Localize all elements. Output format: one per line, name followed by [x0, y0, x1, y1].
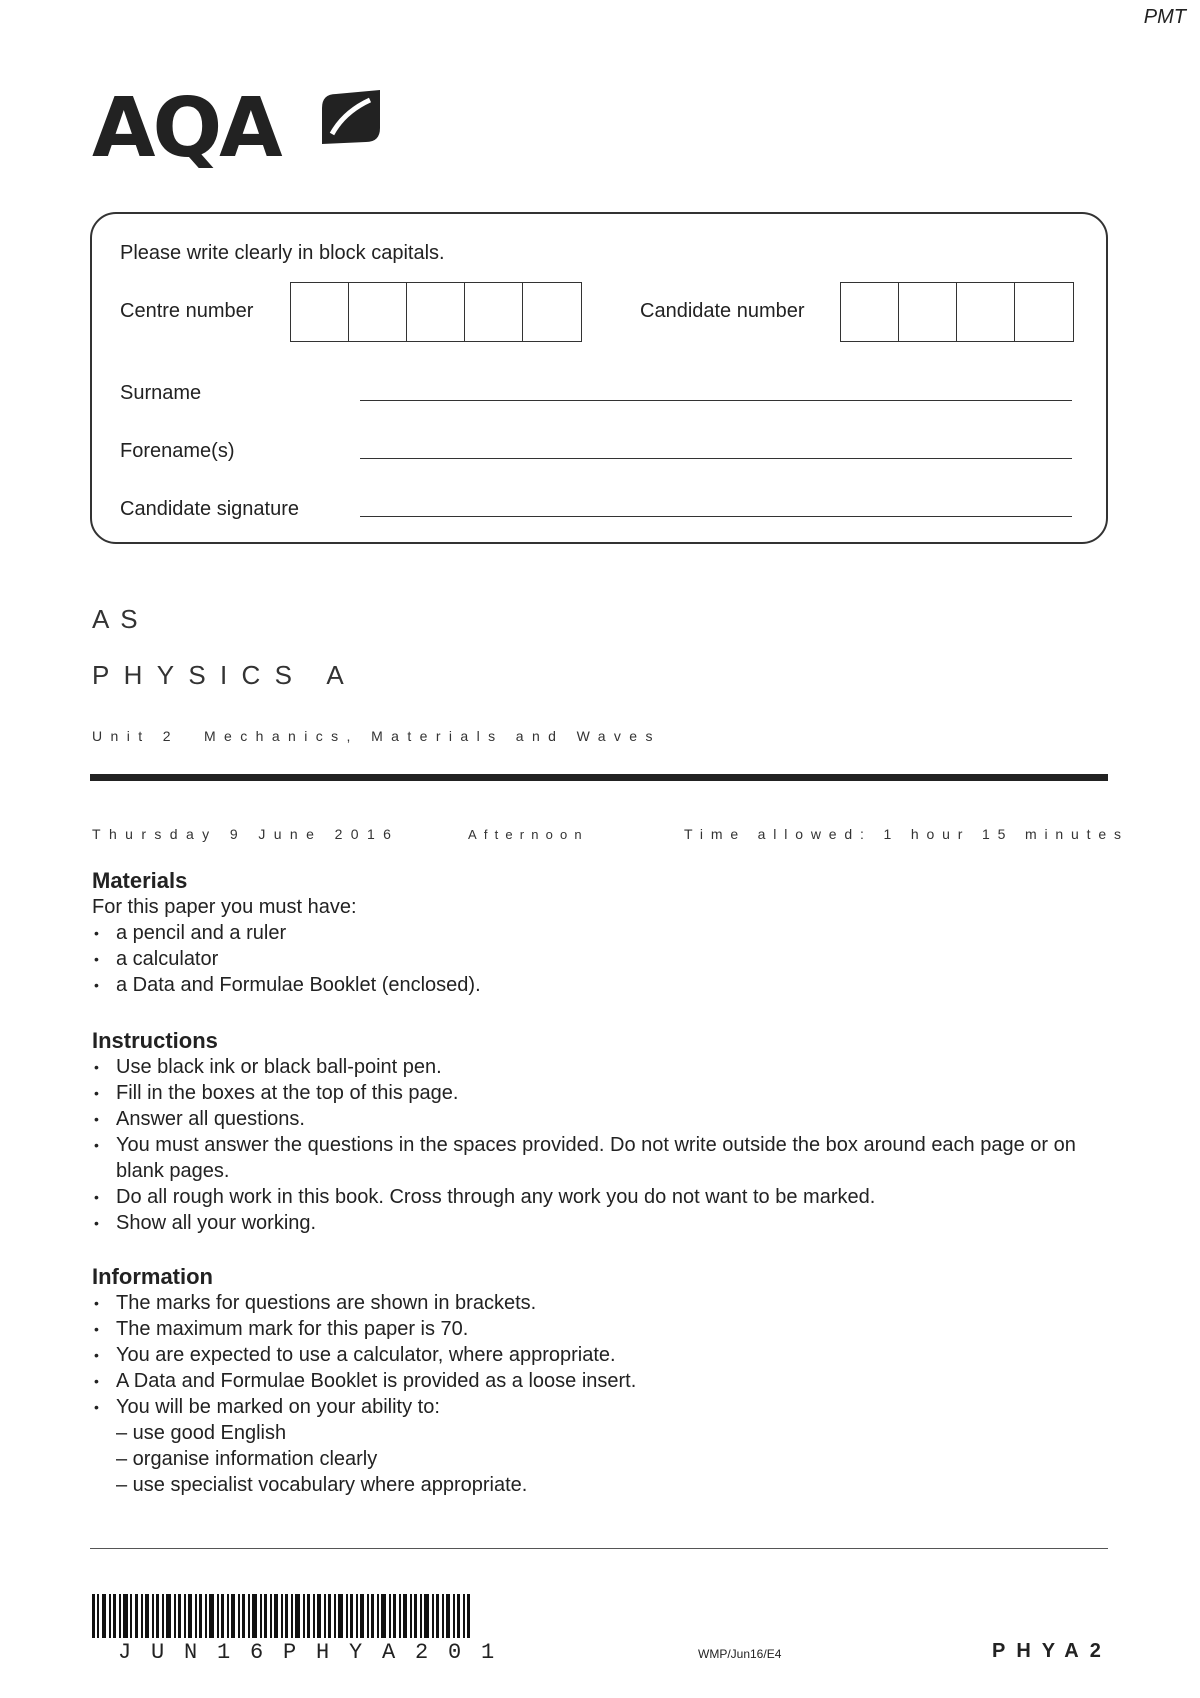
- instructions-section: [92, 1028, 1112, 1236]
- centre-number-cell[interactable]: [291, 283, 349, 341]
- aqa-logo-text: AQA: [92, 81, 280, 176]
- paper-level: AS: [92, 604, 149, 634]
- candidate-number-grid[interactable]: [840, 282, 1074, 342]
- list-item: • You will be marked on your ability to:: [92, 1394, 636, 1420]
- thick-divider: [90, 774, 1108, 781]
- list-item: • a Data and Formulae Booklet (enclosed).: [92, 972, 481, 998]
- list-item: • A Data and Formulae Booklet is provided as a loose insert.: [92, 1368, 636, 1394]
- exam-session: Afternoon: [468, 827, 589, 842]
- surname-label: Surname: [120, 382, 202, 404]
- barcode-number: JUN16PHYA201: [118, 1640, 515, 1665]
- list-item: • a pencil and a ruler: [92, 920, 481, 946]
- instructions-heading: Instructions: [92, 1028, 218, 1053]
- centre-number-cell[interactable]: [407, 283, 465, 341]
- time-allowed: Time allowed: 1 hour 15 minutes: [684, 826, 1129, 842]
- list-item: • Fill in the boxes at the top of this page.: [92, 1080, 1112, 1106]
- aqa-logo: [92, 81, 280, 176]
- leaf-icon: [314, 88, 382, 146]
- centre-number-cell[interactable]: [349, 283, 407, 341]
- list-item: • Answer all questions.: [92, 1106, 1112, 1132]
- list-item: • The maximum mark for this paper is 70.: [92, 1316, 636, 1342]
- list-item: • You must answer the questions in the spaces provided. Do not write outside the box around each page or on blank pages.: [92, 1132, 1112, 1184]
- information-heading: Information: [92, 1264, 213, 1289]
- candidate-details-box: [90, 212, 1108, 544]
- paper-subject: PHYSICS A: [92, 660, 358, 690]
- forenames-line[interactable]: [360, 458, 1072, 459]
- information-section: [92, 1264, 636, 1498]
- list-item: • a calculator: [92, 946, 481, 972]
- list-item: • Do all rough work in this book. Cross through any work you do not want to be marked.: [92, 1184, 1112, 1210]
- surname-line[interactable]: [360, 400, 1072, 401]
- candidate-number-cell[interactable]: [1015, 283, 1073, 341]
- unit-number: Unit 2: [92, 728, 179, 744]
- block-capitals-instruction: Please write clearly in block capitals.: [120, 242, 445, 264]
- list-item: • Show all your working.: [92, 1210, 1112, 1236]
- list-subitem: – organise information clearly: [116, 1448, 378, 1470]
- centre-number-cell[interactable]: [523, 283, 581, 341]
- materials-intro: For this paper you must have:: [92, 896, 357, 918]
- list-item: • Use black ink or black ball-point pen.: [92, 1054, 1112, 1080]
- candidate-number-cell[interactable]: [841, 283, 899, 341]
- pmt-watermark: PMT: [1143, 6, 1186, 28]
- forenames-label: Forename(s): [120, 440, 235, 462]
- list-subitem: – use good English: [116, 1422, 287, 1444]
- candidate-number-label: Candidate number: [640, 300, 805, 322]
- barcode: [92, 1594, 472, 1638]
- footer-divider: [90, 1548, 1108, 1549]
- paper-reference: PHYA2: [992, 1640, 1112, 1662]
- materials-section: [92, 868, 481, 998]
- exam-date: Thursday 9 June 2016: [92, 826, 400, 842]
- footer-code: WMP/Jun16/E4: [698, 1647, 782, 1661]
- candidate-number-cell[interactable]: [899, 283, 957, 341]
- centre-number-grid[interactable]: [290, 282, 582, 342]
- list-item: • You are expected to use a calculator, where appropriate.: [92, 1342, 636, 1368]
- centre-number-label: Centre number: [120, 300, 254, 322]
- materials-heading: Materials: [92, 868, 188, 893]
- centre-number-cell[interactable]: [465, 283, 523, 341]
- unit-title: Mechanics, Materials and Waves: [204, 728, 661, 744]
- signature-label: Candidate signature: [120, 498, 300, 520]
- list-subitem: – use specialist vocabulary where appropriate.: [116, 1474, 528, 1496]
- candidate-number-cell[interactable]: [957, 283, 1015, 341]
- list-item: • The marks for questions are shown in brackets.: [92, 1290, 636, 1316]
- signature-line[interactable]: [360, 516, 1072, 517]
